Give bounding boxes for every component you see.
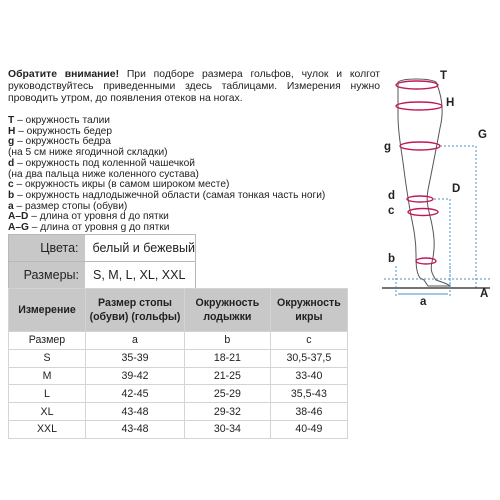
size-chart-table <box>8 288 348 439</box>
legend-item: d – окружность под коленной чашечкой <box>8 157 195 169</box>
table-row: XL 43-48 29-32 38-46 <box>9 403 348 421</box>
label-d-upper: D <box>452 183 461 195</box>
size-chart-subheader-row: Размер a b c <box>9 332 348 350</box>
table-row: L 42-45 25-29 35,5-43 <box>9 385 348 403</box>
size-chart-header-row <box>9 289 348 332</box>
legend-item: (на два пальца ниже коленного сустава) <box>8 168 199 180</box>
measurement-legend <box>8 116 380 234</box>
legend-item: (на 5 см ниже ягодичной складки) <box>8 147 168 159</box>
sizes-value: S, M, L, XL, XXL <box>85 262 196 289</box>
legend-item: A–D – длина от уровня d до пятки <box>8 211 169 223</box>
legend-item: b – окружность надлодыжечной области (самая тонкая часть ноги) <box>8 189 326 201</box>
guide-line-g <box>440 146 476 288</box>
colors-label: Цвета: <box>9 235 85 262</box>
label-d-lower: d <box>388 190 396 202</box>
label-a-upper: A <box>480 288 489 300</box>
label-a: a <box>420 296 427 306</box>
label-g-upper: G <box>478 129 487 141</box>
notice-text: При подборе размера гольфов, чулок и колгот руководствуйтесь приведенными здесь таблицами. Измерения нужно проводить утром, до появления отеков на ногах. <box>8 69 381 104</box>
header-ankle: Окружность лодыжки <box>185 289 271 332</box>
label-c: c <box>388 205 395 217</box>
guide-line-d <box>434 199 450 288</box>
legend-item: c – окружность икры (в самом широком месте) <box>8 179 230 191</box>
table-row: M 39-42 21-25 33-40 <box>9 367 348 385</box>
colors-table <box>8 234 196 262</box>
legend-item: a – размер стопы (обуви) <box>8 200 128 212</box>
header-foot-size: Размер стопы (обуви) (гольфы) <box>86 289 185 332</box>
label-g-lower: g <box>384 141 392 153</box>
label-h: H <box>446 97 455 109</box>
table-row: XXL 43-48 30-34 40-49 <box>9 420 348 438</box>
leg-measurement-diagram <box>370 66 496 306</box>
legend-item: T – окружность талии <box>8 115 110 126</box>
colors-value: белый и бежевый <box>85 235 196 262</box>
label-t: T <box>440 70 448 82</box>
label-b: b <box>388 253 396 265</box>
legend-item: A–G – длина от уровня g до пятки <box>8 222 170 234</box>
legend-item: g – окружность бедра <box>8 136 111 148</box>
header-measurement: Измерение <box>9 289 86 332</box>
legend-item: H – окружность бедер <box>8 125 113 137</box>
notice-bold-prefix: Обратите внимание! <box>8 69 120 80</box>
notice-paragraph <box>8 69 380 105</box>
sizes-label: Размеры: <box>9 262 86 289</box>
sizes-summary-table <box>8 261 196 289</box>
header-calf: Окружность икры <box>270 289 347 332</box>
table-row: S 35-39 18-21 30,5-37,5 <box>9 349 348 367</box>
